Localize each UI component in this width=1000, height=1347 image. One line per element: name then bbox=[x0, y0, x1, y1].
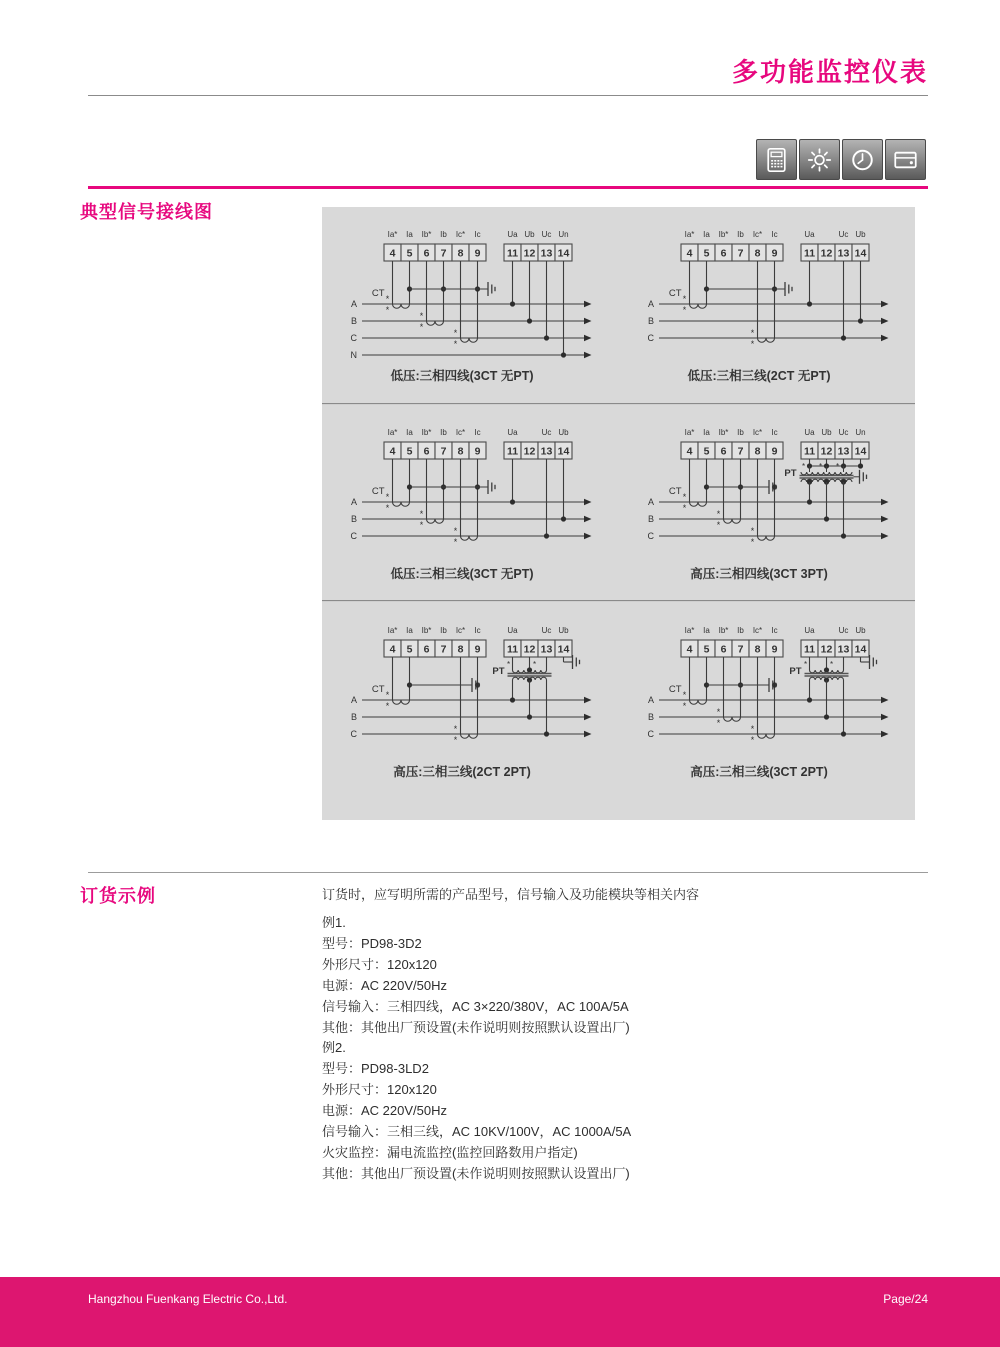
svg-text:Ia: Ia bbox=[703, 626, 710, 635]
svg-text:Ia*: Ia* bbox=[387, 428, 398, 437]
svg-text:Ub: Ub bbox=[855, 626, 866, 635]
svg-text:*: * bbox=[801, 462, 806, 471]
svg-text:9: 9 bbox=[474, 643, 481, 656]
svg-text:Un: Un bbox=[855, 428, 866, 437]
svg-text:高压:三相四线(3CT 3PT): 高压:三相四线(3CT 3PT) bbox=[690, 567, 828, 581]
svg-text:Ic*: Ic* bbox=[752, 626, 763, 635]
svg-text:9: 9 bbox=[771, 643, 778, 656]
svg-text:Uc: Uc bbox=[838, 428, 849, 437]
svg-text:6: 6 bbox=[423, 445, 430, 458]
svg-text:9: 9 bbox=[771, 247, 778, 260]
svg-text:11: 11 bbox=[506, 445, 519, 458]
svg-text:B: B bbox=[350, 316, 357, 326]
svg-text:13: 13 bbox=[540, 247, 553, 260]
svg-text:*: * bbox=[506, 660, 511, 669]
svg-text:7: 7 bbox=[737, 247, 744, 260]
svg-text:13: 13 bbox=[837, 445, 850, 458]
svg-text:8: 8 bbox=[457, 643, 464, 656]
svg-text:*: * bbox=[453, 735, 458, 745]
svg-text:*: * bbox=[385, 305, 390, 315]
svg-text:14: 14 bbox=[854, 247, 867, 260]
svg-text:低压:三相三线(2CT 无PT): 低压:三相三线(2CT 无PT) bbox=[687, 369, 831, 383]
svg-text:11: 11 bbox=[803, 445, 816, 458]
svg-text:4: 4 bbox=[389, 643, 396, 656]
svg-text:Ic*: Ic* bbox=[455, 230, 466, 239]
svg-text:PT: PT bbox=[789, 666, 802, 677]
svg-text:*: * bbox=[385, 294, 390, 304]
svg-text:8: 8 bbox=[457, 445, 464, 458]
svg-text:11: 11 bbox=[506, 643, 519, 656]
svg-text:14: 14 bbox=[854, 445, 867, 458]
svg-text:Ib: Ib bbox=[737, 230, 744, 239]
svg-text:C: C bbox=[647, 729, 654, 739]
svg-text:低压:三相四线(3CT 无PT): 低压:三相四线(3CT 无PT) bbox=[390, 369, 534, 383]
svg-text:*: * bbox=[829, 660, 834, 669]
svg-text:8: 8 bbox=[754, 643, 761, 656]
svg-text:Ib*: Ib* bbox=[421, 230, 432, 239]
svg-text:*: * bbox=[682, 294, 687, 304]
svg-text:Un: Un bbox=[558, 230, 569, 239]
svg-text:*: * bbox=[453, 724, 458, 734]
svg-text:CT: CT bbox=[668, 288, 682, 299]
svg-text:*: * bbox=[750, 339, 755, 349]
svg-text:*: * bbox=[835, 462, 840, 471]
svg-text:*: * bbox=[803, 660, 808, 669]
svg-text:5: 5 bbox=[703, 445, 710, 458]
ordering-example-line: 电源：AC 220V/50Hz bbox=[322, 978, 447, 993]
ordering-example-1 bbox=[322, 912, 630, 1038]
svg-text:Ia: Ia bbox=[406, 626, 413, 635]
panel-row-divider bbox=[322, 600, 915, 601]
ordering-example-line: 外形尺寸：120x120 bbox=[322, 1082, 437, 1097]
wiring-diagram-5 bbox=[322, 604, 618, 800]
svg-text:Ia: Ia bbox=[703, 230, 710, 239]
footer bbox=[0, 1277, 1000, 1347]
svg-text:6: 6 bbox=[720, 247, 727, 260]
toolbar bbox=[756, 139, 926, 180]
svg-text:*: * bbox=[385, 701, 390, 711]
brightness-icon bbox=[799, 139, 840, 180]
svg-text:C: C bbox=[350, 531, 357, 541]
svg-text:8: 8 bbox=[457, 247, 464, 260]
svg-text:*: * bbox=[750, 537, 755, 547]
svg-text:13: 13 bbox=[837, 247, 850, 260]
svg-text:4: 4 bbox=[686, 643, 693, 656]
svg-text:13: 13 bbox=[540, 445, 553, 458]
svg-text:Ub: Ub bbox=[821, 428, 832, 437]
svg-text:11: 11 bbox=[803, 247, 816, 260]
clock-icon bbox=[842, 139, 883, 180]
svg-text:*: * bbox=[532, 660, 537, 669]
footer-company: Hangzhou Fuenkang Electric Co.,Ltd. bbox=[88, 1292, 288, 1306]
svg-text:14: 14 bbox=[854, 643, 867, 656]
svg-text:7: 7 bbox=[737, 445, 744, 458]
svg-text:14: 14 bbox=[557, 643, 570, 656]
svg-text:B: B bbox=[647, 316, 654, 326]
svg-text:*: * bbox=[682, 305, 687, 315]
svg-text:14: 14 bbox=[557, 445, 570, 458]
svg-text:9: 9 bbox=[771, 445, 778, 458]
wiring-diagram-6 bbox=[619, 604, 915, 800]
ordering-intro: 订货时，应写明所需的产品型号，信号输入及功能模块等相关内容 bbox=[322, 887, 700, 902]
svg-text:*: * bbox=[419, 520, 424, 530]
svg-text:*: * bbox=[682, 701, 687, 711]
svg-text:*: * bbox=[750, 526, 755, 536]
svg-text:Ub: Ub bbox=[558, 626, 569, 635]
svg-text:N: N bbox=[350, 350, 357, 360]
svg-text:Ia: Ia bbox=[406, 230, 413, 239]
ordering-example-line: 例2. bbox=[322, 1040, 346, 1055]
ordering-example-line: 外形尺寸：120x120 bbox=[322, 957, 437, 972]
svg-text:13: 13 bbox=[540, 643, 553, 656]
svg-text:Uc: Uc bbox=[541, 428, 552, 437]
svg-text:Ub: Ub bbox=[558, 428, 569, 437]
svg-text:4: 4 bbox=[389, 247, 396, 260]
svg-text:12: 12 bbox=[523, 247, 536, 260]
svg-text:5: 5 bbox=[703, 643, 710, 656]
svg-text:CT: CT bbox=[371, 684, 385, 695]
wiring-diagram-4 bbox=[619, 406, 915, 602]
svg-text:14: 14 bbox=[557, 247, 570, 260]
ordering-example-line: 信号输入：三相四线，AC 3×220/380V，AC 100A/5A bbox=[322, 999, 629, 1014]
svg-text:A: A bbox=[647, 299, 654, 309]
svg-text:C: C bbox=[647, 531, 654, 541]
panel-display-icon bbox=[885, 139, 926, 180]
svg-text:11: 11 bbox=[803, 643, 816, 656]
svg-text:*: * bbox=[453, 328, 458, 338]
svg-text:*: * bbox=[682, 503, 687, 513]
svg-text:A: A bbox=[350, 695, 357, 705]
page-title: 多功能监控仪表 bbox=[731, 57, 928, 87]
svg-text:PT: PT bbox=[784, 468, 797, 479]
svg-text:Ia*: Ia* bbox=[684, 428, 695, 437]
ordering-divider bbox=[88, 872, 928, 873]
wiring-section-heading: 典型信号接线图 bbox=[80, 202, 213, 222]
svg-text:Ic: Ic bbox=[771, 428, 778, 437]
svg-text:*: * bbox=[682, 690, 687, 700]
calculator-icon bbox=[756, 139, 797, 180]
svg-text:4: 4 bbox=[389, 445, 396, 458]
svg-text:B: B bbox=[350, 514, 357, 524]
wiring-diagram-1 bbox=[322, 208, 618, 404]
svg-text:*: * bbox=[682, 492, 687, 502]
svg-text:*: * bbox=[453, 537, 458, 547]
svg-text:高压:三相三线(2CT 2PT): 高压:三相三线(2CT 2PT) bbox=[393, 765, 531, 779]
svg-text:Ic: Ic bbox=[771, 230, 778, 239]
ordering-example-line: 型号：PD98-3D2 bbox=[322, 936, 422, 951]
svg-text:8: 8 bbox=[754, 445, 761, 458]
svg-text:Ib*: Ib* bbox=[718, 428, 729, 437]
svg-text:CT: CT bbox=[371, 486, 385, 497]
svg-text:C: C bbox=[350, 333, 357, 343]
svg-text:*: * bbox=[385, 690, 390, 700]
ordering-example-line: 火灾监控：漏电流监控(监控回路数用户指定) bbox=[322, 1145, 578, 1160]
svg-text:*: * bbox=[419, 322, 424, 332]
svg-text:*: * bbox=[716, 707, 721, 717]
svg-text:Ic*: Ic* bbox=[752, 428, 763, 437]
svg-text:*: * bbox=[453, 526, 458, 536]
svg-text:Ia: Ia bbox=[703, 428, 710, 437]
ordering-example-2 bbox=[322, 1037, 631, 1184]
svg-text:C: C bbox=[647, 333, 654, 343]
svg-text:PT: PT bbox=[492, 666, 505, 677]
svg-text:6: 6 bbox=[423, 247, 430, 260]
svg-text:CT: CT bbox=[668, 486, 682, 497]
title-divider bbox=[88, 95, 928, 96]
svg-text:Ib: Ib bbox=[440, 626, 447, 635]
svg-text:Ua: Ua bbox=[507, 230, 518, 239]
svg-text:Ib: Ib bbox=[737, 428, 744, 437]
svg-text:Ib: Ib bbox=[440, 428, 447, 437]
svg-text:7: 7 bbox=[737, 643, 744, 656]
svg-text:Ia*: Ia* bbox=[684, 626, 695, 635]
ordering-example-line: 信号输入：三相三线，AC 10KV/100V，AC 1000A/5A bbox=[322, 1124, 632, 1139]
svg-text:5: 5 bbox=[406, 247, 413, 260]
svg-text:Ib*: Ib* bbox=[421, 626, 432, 635]
svg-text:Uc: Uc bbox=[838, 230, 849, 239]
svg-text:7: 7 bbox=[440, 247, 447, 260]
svg-text:C: C bbox=[350, 729, 357, 739]
svg-text:Ua: Ua bbox=[507, 428, 518, 437]
svg-text:CT: CT bbox=[371, 288, 385, 299]
svg-text:6: 6 bbox=[423, 643, 430, 656]
svg-text:Ic*: Ic* bbox=[752, 230, 763, 239]
ordering-example-line: 型号：PD98-3LD2 bbox=[322, 1061, 429, 1076]
svg-text:13: 13 bbox=[837, 643, 850, 656]
svg-text:A: A bbox=[350, 497, 357, 507]
svg-text:*: * bbox=[419, 311, 424, 321]
svg-text:5: 5 bbox=[406, 643, 413, 656]
svg-text:Ia: Ia bbox=[406, 428, 413, 437]
svg-text:B: B bbox=[350, 712, 357, 722]
svg-text:Ib: Ib bbox=[440, 230, 447, 239]
svg-text:Ic: Ic bbox=[474, 626, 481, 635]
svg-text:7: 7 bbox=[440, 445, 447, 458]
svg-text:4: 4 bbox=[686, 247, 693, 260]
svg-text:Ic: Ic bbox=[771, 626, 778, 635]
svg-text:Ib: Ib bbox=[737, 626, 744, 635]
svg-text:A: A bbox=[647, 695, 654, 705]
svg-text:Ic: Ic bbox=[474, 230, 481, 239]
svg-text:Uc: Uc bbox=[838, 626, 849, 635]
svg-text:6: 6 bbox=[720, 445, 727, 458]
svg-text:Uc: Uc bbox=[541, 230, 552, 239]
svg-text:Ia*: Ia* bbox=[387, 230, 398, 239]
svg-text:Ua: Ua bbox=[804, 428, 815, 437]
panel-row-divider bbox=[322, 403, 915, 404]
svg-text:Ua: Ua bbox=[804, 230, 815, 239]
svg-text:B: B bbox=[647, 712, 654, 722]
svg-text:Ub: Ub bbox=[524, 230, 535, 239]
svg-text:Ua: Ua bbox=[507, 626, 518, 635]
svg-text:Ia*: Ia* bbox=[387, 626, 398, 635]
svg-text:11: 11 bbox=[506, 247, 519, 260]
svg-text:Uc: Uc bbox=[541, 626, 552, 635]
svg-text:4: 4 bbox=[686, 445, 693, 458]
ordering-example-line: 其他：其他出厂预设置(未作说明则按照默认设置出厂) bbox=[322, 1166, 630, 1181]
svg-text:9: 9 bbox=[474, 247, 481, 260]
svg-text:*: * bbox=[419, 509, 424, 519]
svg-text:Ic*: Ic* bbox=[455, 428, 466, 437]
svg-text:*: * bbox=[385, 503, 390, 513]
svg-text:*: * bbox=[750, 735, 755, 745]
wiring-diagram-2 bbox=[619, 208, 915, 404]
svg-text:12: 12 bbox=[820, 643, 833, 656]
svg-text:Ic: Ic bbox=[474, 428, 481, 437]
svg-text:*: * bbox=[750, 328, 755, 338]
svg-text:Ua: Ua bbox=[804, 626, 815, 635]
svg-text:Ib*: Ib* bbox=[718, 230, 729, 239]
svg-text:9: 9 bbox=[474, 445, 481, 458]
svg-text:*: * bbox=[453, 339, 458, 349]
footer-page-number: Page/24 bbox=[883, 1292, 928, 1306]
svg-text:7: 7 bbox=[440, 643, 447, 656]
svg-text:A: A bbox=[350, 299, 357, 309]
ordering-section-heading: 订货示例 bbox=[80, 886, 156, 906]
ordering-example-line: 例1. bbox=[322, 915, 346, 930]
svg-text:*: * bbox=[385, 492, 390, 502]
svg-text:*: * bbox=[716, 718, 721, 728]
svg-text:12: 12 bbox=[820, 445, 833, 458]
wiring-diagram-3 bbox=[322, 406, 618, 602]
svg-text:A: A bbox=[647, 497, 654, 507]
svg-text:8: 8 bbox=[754, 247, 761, 260]
svg-text:*: * bbox=[716, 509, 721, 519]
svg-text:6: 6 bbox=[720, 643, 727, 656]
svg-text:B: B bbox=[647, 514, 654, 524]
svg-text:*: * bbox=[750, 724, 755, 734]
svg-text:*: * bbox=[818, 462, 823, 471]
svg-text:12: 12 bbox=[523, 445, 536, 458]
svg-text:高压:三相三线(3CT 2PT): 高压:三相三线(3CT 2PT) bbox=[690, 765, 828, 779]
svg-text:Ub: Ub bbox=[855, 230, 866, 239]
ordering-example-line: 其他：其他出厂预设置(未作说明则按照默认设置出厂) bbox=[322, 1020, 630, 1035]
ordering-example-line: 电源：AC 220V/50Hz bbox=[322, 1103, 447, 1118]
svg-text:Ib*: Ib* bbox=[421, 428, 432, 437]
svg-text:12: 12 bbox=[523, 643, 536, 656]
svg-text:Ia*: Ia* bbox=[684, 230, 695, 239]
svg-text:5: 5 bbox=[406, 445, 413, 458]
accent-rule bbox=[88, 186, 928, 189]
svg-text:5: 5 bbox=[703, 247, 710, 260]
svg-text:*: * bbox=[716, 520, 721, 530]
svg-text:Ic*: Ic* bbox=[455, 626, 466, 635]
svg-text:低压:三相三线(3CT 无PT): 低压:三相三线(3CT 无PT) bbox=[390, 567, 534, 581]
svg-text:12: 12 bbox=[820, 247, 833, 260]
svg-text:Ib*: Ib* bbox=[718, 626, 729, 635]
wiring-diagram-panel bbox=[322, 207, 915, 820]
svg-text:CT: CT bbox=[668, 684, 682, 695]
